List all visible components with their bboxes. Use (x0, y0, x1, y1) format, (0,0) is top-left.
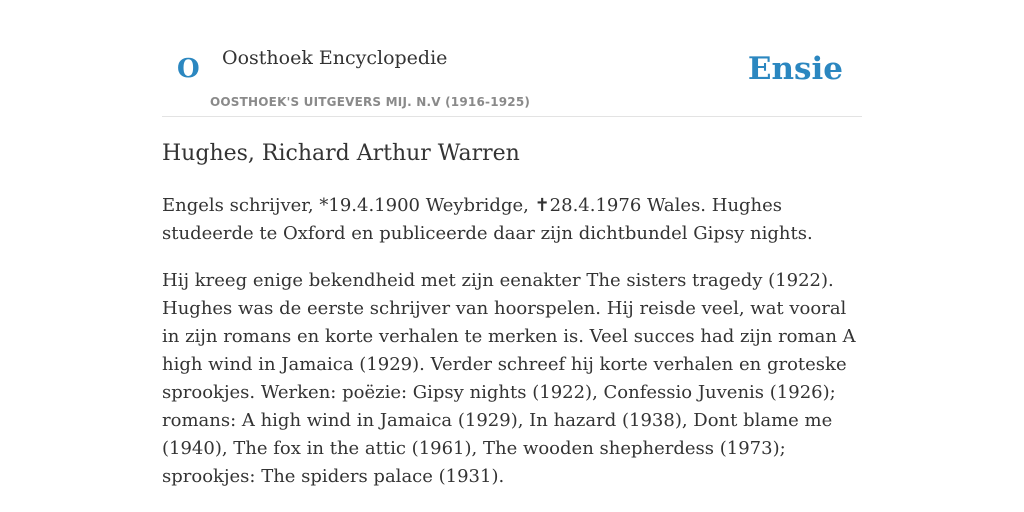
book-title[interactable]: Oosthoek Encyclopedie (222, 47, 448, 69)
page-header (162, 0, 862, 117)
entry-title: Hughes, Richard Arthur Warren (162, 141, 520, 166)
entry-paragraph: Engels schrijver, *19.4.1900 Weybridge, ✝28.4.1976 Wales. Hughes studeerde te Oxford en publiceerde daar zijn dichtbundel Gipsy nights. (162, 195, 813, 244)
site-logo[interactable]: Ensie (747, 51, 843, 87)
publisher-label: OOSTHOEK'S UITGEVERS MIJ. N.V (1916-1925) (210, 95, 531, 109)
book-logo[interactable]: O (177, 54, 200, 84)
entry-paragraph: Hij kreeg enige bekendheid met zijn eenakter The sisters tragedy (1922). Hughes was de eerste schrijver van hoorspelen. Hij reisde veel, wat vooral in zijn romans en korte verhalen te merken is. Veel succes had zijn roman A high wind in Jamaica (1929). Verder schreef hij korte verhalen en groteske sprookjes. Werken: poëzie: Gipsy nights (1922), Confessio Juvenis (1926); romans: A high wind in Jamaica (1929), In hazard (1938), Dont blame me (1940), The fox in the attic (1961), The wooden shepherdess (1973); sprookjes: The spiders palace (1931). (162, 270, 856, 487)
entry-body (162, 192, 862, 510)
